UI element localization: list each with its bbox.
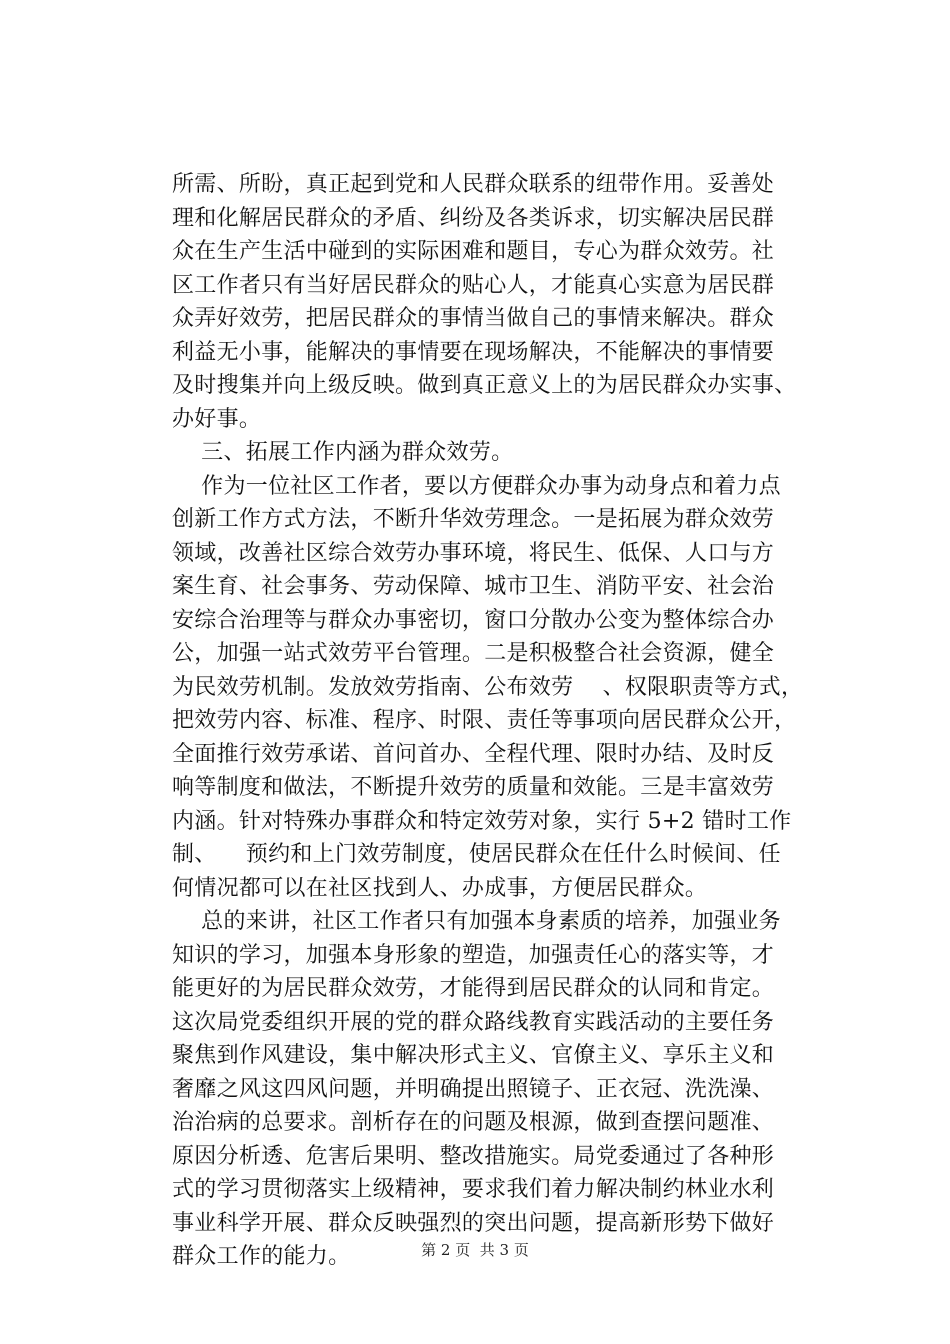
body-text: [172, 168, 804, 1274]
text-line: 响等制度和做法，不断提升效劳的质量和效能。三是丰富效劳: [172, 775, 775, 800]
text-line: 何情况都可以在社区找到人、办成事，方便居民群众。: [172, 875, 708, 901]
text-line: 聚焦到作风建设，集中解决形式主义、官僚主义、享乐主义和: [172, 1043, 775, 1068]
text-line: 奢靡之风这四风问题，并明确提出照镜子、正衣冠、洗洗澡、: [172, 1076, 775, 1102]
text-line: 内涵。针对特殊办事群众和特定效劳对象，实行 5+2 错时工作: [172, 808, 792, 834]
text-line: 知识的学习，加强本身形象的塑造，加强责任心的落实等，才: [172, 942, 775, 968]
text-line: 办好事。: [172, 406, 262, 432]
text-line: 及时搜集并向上级反映。做到真正意义上的为居民群众办实事、: [172, 373, 797, 398]
text-line: 原因分析透、危害后果明、整改措施实。局党委通过了各种形: [172, 1143, 775, 1169]
text-line: 领域，改善社区综合效劳办事环境，将民生、低保、人口与方: [172, 540, 775, 566]
text-line: 把效劳内容、标准、程序、时限、责任等事项向居民群众公开，: [172, 708, 797, 733]
text-line: 众在生产生活中碰到的实际困难和题目，专心为群众效劳。社: [172, 239, 775, 264]
text-line: 制、 预约和上门效劳制度，使居民群众在任什么时候间、任: [172, 842, 781, 867]
text-line: 理和化解居民群众的矛盾、纠纷及各类诉求，切实解决居民群: [172, 205, 775, 231]
text-line: 创新工作方式方法，不断升华效劳理念。一是拓展为群众效劳: [172, 507, 775, 532]
text-line: 治治病的总要求。剖析存在的问题及根源，做到查摆问题准、: [172, 1110, 775, 1135]
text-line: 安综合治理等与群众办事密切，窗口分散办公变为整体综合办: [172, 607, 775, 633]
text-line: 能更好的为居民群众效劳，才能得到居民群众的认同和肯定。: [172, 976, 775, 1001]
text-line: 事业科学开展、群众反映强烈的突出问题，提高新形势下做好: [172, 1210, 775, 1236]
text-line: 这次局党委组织开展的党的群众路线教育实践活动的主要任务: [172, 1009, 775, 1035]
section-heading: 三、拓展工作内涵为群众效劳。: [172, 440, 514, 465]
text-line: 区工作者只有当好居民群众的贴心人，才能真心实意为居民群: [172, 272, 775, 298]
text-line: 式的学习贯彻落实上级精神，要求我们着力解决制约林业水利: [172, 1177, 775, 1202]
text-line: 作为一位社区工作者，要以方便群众办事为动身点和着力点: [172, 473, 781, 499]
text-line: 群众工作的能力。: [172, 1244, 351, 1269]
text-line: 公，加强一站式效劳平台管理。二是积极整合社会资源，健全: [172, 641, 775, 666]
text-line: 全面推行效劳承诺、首问首办、全程代理、限时办结、及时反: [172, 741, 775, 767]
text-line: 案生育、社会事务、劳动保障、城市卫生、消防平安、社会治: [172, 574, 775, 599]
text-line: 利益无小事，能解决的事情要在现场解决，不能解决的事情要: [172, 339, 775, 365]
page-number-footer: 第 2 页 共 3 页: [421, 1241, 529, 1259]
text-line: 总的来讲，社区工作者只有加强本身素质的培养，加强业务: [172, 909, 781, 934]
text-line: 所需、所盼，真正起到党和人民群众联系的纽带作用。妥善处: [172, 172, 775, 197]
text-line: 众弄好效劳，把居民群众的事情当做自己的事情来解决。群众: [172, 306, 775, 331]
text-line: 为民效劳机制。发放效劳指南、公布效劳 、权限职责等方式，: [172, 674, 804, 700]
